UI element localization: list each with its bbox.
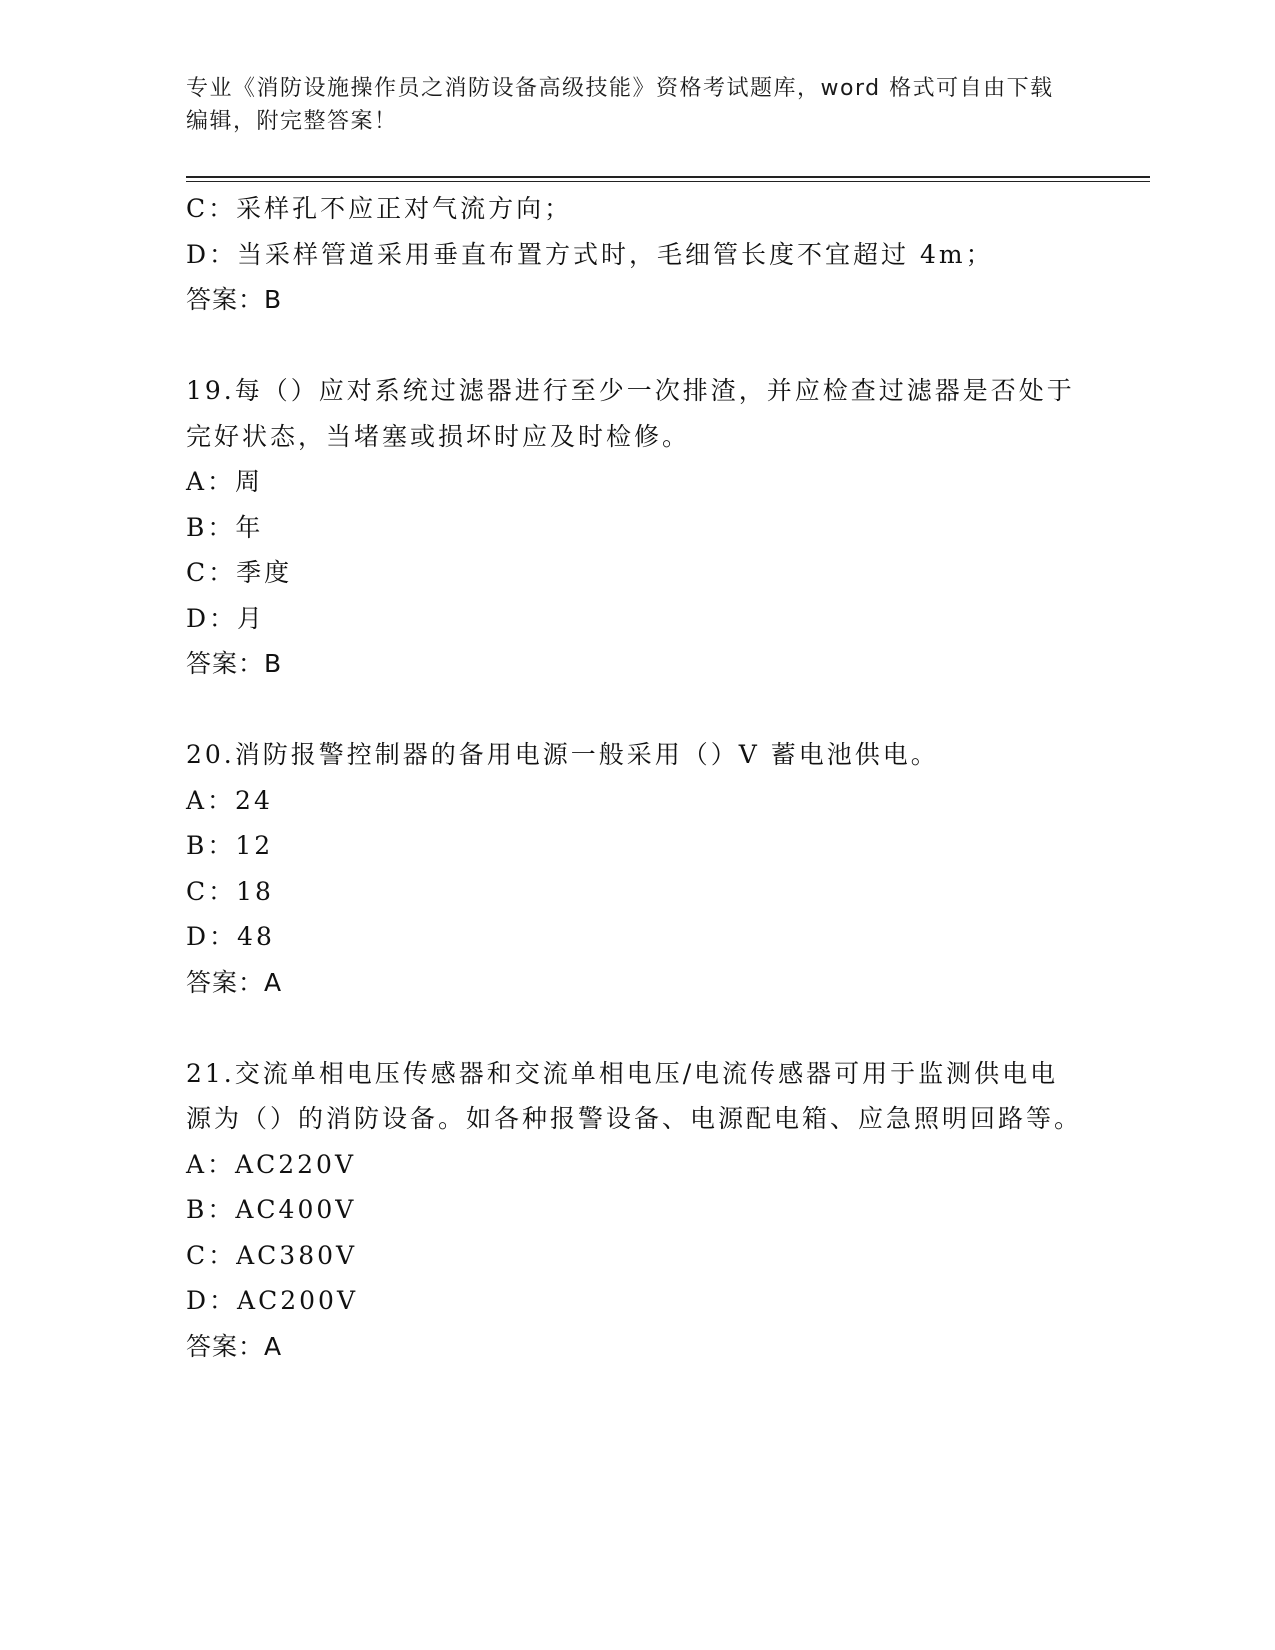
- question-21: [186, 1051, 1086, 1370]
- answer-line: 答案：A: [186, 967, 283, 997]
- header-divider: [186, 176, 1150, 182]
- option-b: B：AC400V: [186, 1195, 357, 1224]
- option-a: A：AC220V: [186, 1149, 357, 1179]
- question-19: [186, 368, 1086, 687]
- question-stem: 20.消防报警控制器的备用电源一般采用（）V 蓄电池供电。: [186, 740, 939, 769]
- option-d: D：48: [186, 922, 275, 951]
- option-d: D：月: [186, 603, 266, 633]
- question-list: [186, 186, 1086, 1415]
- answer-line: 答案：B: [186, 285, 283, 314]
- option-b: B：12: [186, 831, 274, 860]
- question-stem: 21.交流单相电压传感器和交流单相电压/电流传感器可用于监测供电电源为（）的消防设备。如各种报警设备、电源配电箱、应急照明回路等。: [186, 1058, 1083, 1133]
- question-stem: 19.每（）应对系统过滤器进行至少一次排渣，并应检查过滤器是否处于完好状态，当堵塞或损坏时应及时检修。: [186, 376, 1075, 451]
- option-c: C：采样孔不应正对气流方向；: [186, 194, 573, 223]
- option-d: D：AC200V: [186, 1286, 358, 1315]
- option-c: C：季度: [186, 558, 293, 587]
- question-18-tail: [186, 186, 1086, 323]
- option-c: C：AC380V: [186, 1240, 358, 1270]
- option-b: B：年: [186, 512, 264, 542]
- question-20: [186, 732, 1086, 1005]
- option-a: A：周: [186, 467, 264, 496]
- answer-line: 答案：A: [186, 1331, 283, 1361]
- option-c: C：18: [186, 876, 274, 906]
- option-d: D：当采样管道采用垂直布置方式时，毛细管长度不宜超过 4m；: [186, 239, 994, 269]
- answer-line: 答案：B: [186, 649, 283, 678]
- document-header: 专业《消防设施操作员之消防设备高级技能》资格考试题库，word 格式可自由下载编辑，附完整答案！: [186, 76, 1054, 134]
- option-a: A：24: [186, 785, 273, 815]
